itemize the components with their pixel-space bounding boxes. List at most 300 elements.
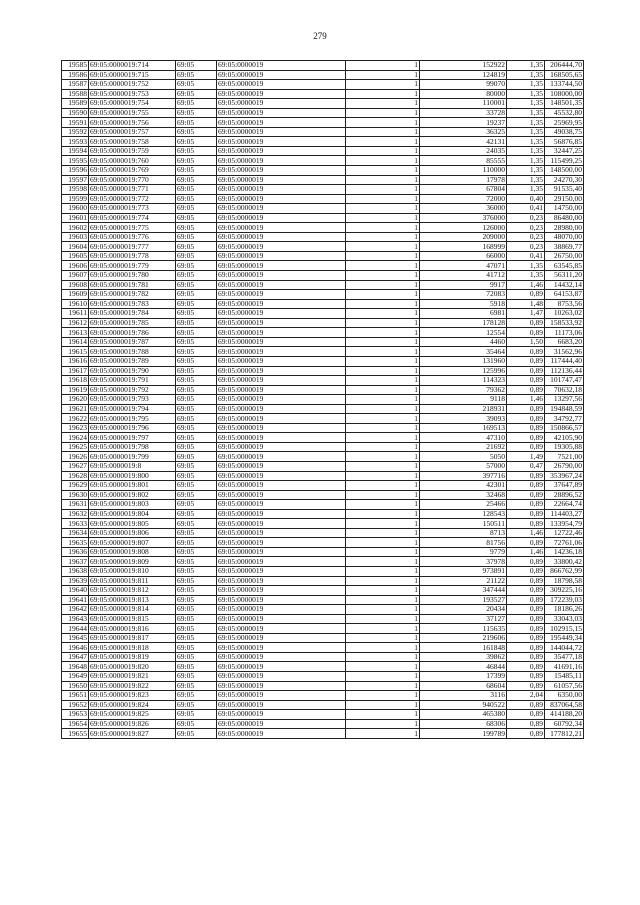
table-row <box>62 643 584 653</box>
table-row <box>62 366 584 376</box>
cadastral-number-cell: 69:05:0000019:756 <box>89 118 176 128</box>
quarter-code-cell: 69:05:0000019 <box>217 605 346 615</box>
table-row <box>62 691 584 701</box>
specific-value-cell: 0,89 <box>507 519 545 529</box>
quarter-code-cell: 69:05:0000019 <box>217 672 346 682</box>
cadastral-number-cell: 69:05:0000019:769 <box>89 166 176 176</box>
cadastral-number-cell: 69:05:0000019:772 <box>89 194 176 204</box>
type-code-cell: 1 <box>346 691 420 701</box>
quarter-code-cell: 69:05:0000019 <box>217 204 346 214</box>
specific-value-cell: 1,35 <box>507 146 545 156</box>
area-cell: 80000 <box>420 89 507 99</box>
table-row <box>62 633 584 643</box>
district-code-cell: 69:05 <box>176 414 217 424</box>
cadastral-number-cell: 69:05:0000019:792 <box>89 385 176 395</box>
cadastral-number-cell: 69:05:0000019:819 <box>89 652 176 662</box>
type-code-cell: 1 <box>346 586 420 596</box>
area-cell: 39862 <box>420 652 507 662</box>
cadastral-number-cell: 69:05:0000019:788 <box>89 347 176 357</box>
area-cell: 4460 <box>420 337 507 347</box>
row-number-cell: 19597 <box>62 175 89 185</box>
cadastral-value-cell: 108000,00 <box>545 89 584 99</box>
quarter-code-cell: 69:05:0000019 <box>217 576 346 586</box>
district-code-cell: 69:05 <box>176 662 217 672</box>
district-code-cell: 69:05 <box>176 566 217 576</box>
row-number-cell: 19630 <box>62 490 89 500</box>
table-row <box>62 251 584 261</box>
row-number-cell: 19617 <box>62 366 89 376</box>
specific-value-cell: 0,89 <box>507 662 545 672</box>
specific-value-cell: 0,89 <box>507 672 545 682</box>
specific-value-cell: 0,41 <box>507 204 545 214</box>
cadastral-number-cell: 69:05:0000019:714 <box>89 61 176 71</box>
district-code-cell: 69:05 <box>176 156 217 166</box>
type-code-cell: 1 <box>346 662 420 672</box>
district-code-cell: 69:05 <box>176 280 217 290</box>
type-code-cell: 1 <box>346 500 420 510</box>
type-code-cell: 1 <box>346 595 420 605</box>
cadastral-value-cell: 34792,77 <box>545 414 584 424</box>
type-code-cell: 1 <box>346 461 420 471</box>
area-cell: 152922 <box>420 61 507 71</box>
type-code-cell: 1 <box>346 185 420 195</box>
district-code-cell: 69:05 <box>176 595 217 605</box>
table-row <box>62 194 584 204</box>
table-row <box>62 280 584 290</box>
table-row <box>62 89 584 99</box>
type-code-cell: 1 <box>346 108 420 118</box>
area-cell: 940522 <box>420 700 507 710</box>
row-number-cell: 19627 <box>62 461 89 471</box>
type-code-cell: 1 <box>346 414 420 424</box>
area-cell: 17399 <box>420 672 507 682</box>
table-row <box>62 662 584 672</box>
district-code-cell: 69:05 <box>176 442 217 452</box>
type-code-cell: 1 <box>346 404 420 414</box>
type-code-cell: 1 <box>346 223 420 233</box>
cadastral-value-cell: 14432,14 <box>545 280 584 290</box>
cadastral-value-cell: 33043,03 <box>545 614 584 624</box>
row-number-cell: 19618 <box>62 376 89 386</box>
specific-value-cell: 1,35 <box>507 80 545 90</box>
table-row <box>62 538 584 548</box>
area-cell: 6981 <box>420 309 507 319</box>
row-number-cell: 19640 <box>62 586 89 596</box>
cadastral-value-cell: 7521,00 <box>545 452 584 462</box>
quarter-code-cell: 69:05:0000019 <box>217 652 346 662</box>
district-code-cell: 69:05 <box>176 395 217 405</box>
area-cell: 20434 <box>420 605 507 615</box>
table-row <box>62 309 584 319</box>
quarter-code-cell: 69:05:0000019 <box>217 251 346 261</box>
quarter-code-cell: 69:05:0000019 <box>217 347 346 357</box>
quarter-code-cell: 69:05:0000019 <box>217 194 346 204</box>
type-code-cell: 1 <box>346 652 420 662</box>
row-number-cell: 19623 <box>62 423 89 433</box>
cadastral-number-cell: 69:05:0000019:811 <box>89 576 176 586</box>
district-code-cell: 69:05 <box>176 404 217 414</box>
specific-value-cell: 0,89 <box>507 318 545 328</box>
cadastral-number-cell: 69:05:0000019:778 <box>89 251 176 261</box>
cadastral-value-cell: 10263,02 <box>545 309 584 319</box>
table-row <box>62 681 584 691</box>
specific-value-cell: 0,89 <box>507 605 545 615</box>
quarter-code-cell: 69:05:0000019 <box>217 385 346 395</box>
table-row <box>62 433 584 443</box>
row-number-cell: 19594 <box>62 146 89 156</box>
type-code-cell: 1 <box>346 376 420 386</box>
cadastral-number-cell: 69:05:0000019:784 <box>89 309 176 319</box>
row-number-cell: 19634 <box>62 528 89 538</box>
cadastral-number-cell: 69:05:0000019:781 <box>89 280 176 290</box>
table-row <box>62 557 584 567</box>
row-number-cell: 19606 <box>62 261 89 271</box>
type-code-cell: 1 <box>346 452 420 462</box>
district-code-cell: 69:05 <box>176 194 217 204</box>
specific-value-cell: 1,35 <box>507 137 545 147</box>
row-number-cell: 19588 <box>62 89 89 99</box>
row-number-cell: 19650 <box>62 681 89 691</box>
district-code-cell: 69:05 <box>176 423 217 433</box>
cadastral-value-cell: 72761,06 <box>545 538 584 548</box>
district-code-cell: 69:05 <box>176 356 217 366</box>
cadastral-number-cell: 69:05:0000019:800 <box>89 471 176 481</box>
district-code-cell: 69:05 <box>176 80 217 90</box>
cadastral-value-cell: 31562,96 <box>545 347 584 357</box>
specific-value-cell: 1,35 <box>507 271 545 281</box>
area-cell: 42131 <box>420 137 507 147</box>
cadastral-number-cell: 69:05:0000019:758 <box>89 137 176 147</box>
type-code-cell: 1 <box>346 423 420 433</box>
cadastral-number-cell: 69:05:0000019:816 <box>89 624 176 634</box>
cadastral-number-cell: 69:05:0000019:782 <box>89 290 176 300</box>
cadastral-value-cell: 91535,40 <box>545 185 584 195</box>
type-code-cell: 1 <box>346 337 420 347</box>
type-code-cell: 1 <box>346 519 420 529</box>
cadastral-value-cell: 168505,65 <box>545 70 584 80</box>
table-row <box>62 271 584 281</box>
row-number-cell: 19645 <box>62 633 89 643</box>
cadastral-number-cell: 69:05:0000019:759 <box>89 146 176 156</box>
area-cell: 125996 <box>420 366 507 376</box>
cadastral-value-cell: 114403,27 <box>545 509 584 519</box>
row-number-cell: 19644 <box>62 624 89 634</box>
cadastral-number-cell: 69:05:0000019:753 <box>89 89 176 99</box>
cadastral-number-cell: 69:05:0000019:812 <box>89 586 176 596</box>
row-number-cell: 19590 <box>62 108 89 118</box>
type-code-cell: 1 <box>346 700 420 710</box>
area-cell: 36325 <box>420 127 507 137</box>
table-row <box>62 118 584 128</box>
cadastral-number-cell: 69:05:0000019:715 <box>89 70 176 80</box>
table-row <box>62 595 584 605</box>
table-row <box>62 166 584 176</box>
row-number-cell: 19622 <box>62 414 89 424</box>
cadastral-number-cell: 69:05:0000019:815 <box>89 614 176 624</box>
district-code-cell: 69:05 <box>176 691 217 701</box>
quarter-code-cell: 69:05:0000019 <box>217 80 346 90</box>
specific-value-cell: 0,89 <box>507 643 545 653</box>
area-cell: 85555 <box>420 156 507 166</box>
quarter-code-cell: 69:05:0000019 <box>217 127 346 137</box>
cadastral-number-cell: 69:05:0000019:776 <box>89 232 176 242</box>
specific-value-cell: 0,89 <box>507 356 545 366</box>
cadastral-number-cell: 69:05:0000019:806 <box>89 528 176 538</box>
cadastral-value-cell: 56311,20 <box>545 271 584 281</box>
district-code-cell: 69:05 <box>176 643 217 653</box>
quarter-code-cell: 69:05:0000019 <box>217 423 346 433</box>
cadastral-number-cell: 69:05:0000019:793 <box>89 395 176 405</box>
row-number-cell: 19625 <box>62 442 89 452</box>
district-code-cell: 69:05 <box>176 433 217 443</box>
quarter-code-cell: 69:05:0000019 <box>217 442 346 452</box>
area-cell: 973891 <box>420 566 507 576</box>
quarter-code-cell: 69:05:0000019 <box>217 643 346 653</box>
area-cell: 99070 <box>420 80 507 90</box>
quarter-code-cell: 69:05:0000019 <box>217 538 346 548</box>
type-code-cell: 1 <box>346 509 420 519</box>
cadastral-number-cell: 69:05:0000019:822 <box>89 681 176 691</box>
cadastral-value-cell: 28980,00 <box>545 223 584 233</box>
cadastral-value-cell: 414188,20 <box>545 710 584 720</box>
table-row <box>62 605 584 615</box>
quarter-code-cell: 69:05:0000019 <box>217 175 346 185</box>
table-row <box>62 299 584 309</box>
quarter-code-cell: 69:05:0000019 <box>217 70 346 80</box>
type-code-cell: 1 <box>346 146 420 156</box>
table-row <box>62 652 584 662</box>
area-cell: 219606 <box>420 633 507 643</box>
quarter-code-cell: 69:05:0000019 <box>217 414 346 424</box>
specific-value-cell: 0,89 <box>507 576 545 586</box>
cadastral-number-cell: 69:05:0000019:771 <box>89 185 176 195</box>
area-cell: 33728 <box>420 108 507 118</box>
quarter-code-cell: 69:05:0000019 <box>217 242 346 252</box>
quarter-code-cell: 69:05:0000019 <box>217 108 346 118</box>
district-code-cell: 69:05 <box>176 99 217 109</box>
quarter-code-cell: 69:05:0000019 <box>217 624 346 634</box>
cadastral-value-cell: 133954,79 <box>545 519 584 529</box>
quarter-code-cell: 69:05:0000019 <box>217 700 346 710</box>
table-row <box>62 528 584 538</box>
quarter-code-cell: 69:05:0000019 <box>217 433 346 443</box>
area-cell: 35464 <box>420 347 507 357</box>
table-row <box>62 261 584 271</box>
district-code-cell: 69:05 <box>176 204 217 214</box>
cadastral-value-cell: 22664,74 <box>545 500 584 510</box>
cadastral-value-cell: 13297,56 <box>545 395 584 405</box>
cadastral-value-cell: 18186,26 <box>545 605 584 615</box>
type-code-cell: 1 <box>346 681 420 691</box>
area-cell: 218931 <box>420 404 507 414</box>
district-code-cell: 69:05 <box>176 337 217 347</box>
district-code-cell: 69:05 <box>176 185 217 195</box>
specific-value-cell: 0,89 <box>507 404 545 414</box>
specific-value-cell: 0,40 <box>507 194 545 204</box>
cadastral-number-cell: 69:05:0000019:789 <box>89 356 176 366</box>
table-row <box>62 490 584 500</box>
table-row <box>62 376 584 386</box>
area-cell: 110001 <box>420 99 507 109</box>
table-row <box>62 337 584 347</box>
type-code-cell: 1 <box>346 61 420 71</box>
district-code-cell: 69:05 <box>176 127 217 137</box>
specific-value-cell: 0,89 <box>507 433 545 443</box>
cadastral-number-cell: 69:05:0000019:825 <box>89 710 176 720</box>
specific-value-cell: 0,89 <box>507 366 545 376</box>
table-row <box>62 414 584 424</box>
area-cell: 9779 <box>420 547 507 557</box>
row-number-cell: 19626 <box>62 452 89 462</box>
quarter-code-cell: 69:05:0000019 <box>217 261 346 271</box>
cadastral-value-cell: 64153,87 <box>545 290 584 300</box>
area-cell: 19237 <box>420 118 507 128</box>
cadastral-number-cell: 69:05:0000019:795 <box>89 414 176 424</box>
row-number-cell: 19585 <box>62 61 89 71</box>
cadastral-number-cell: 69:05:0000019:760 <box>89 156 176 166</box>
cadastral-number-cell: 69:05:0000019:799 <box>89 452 176 462</box>
specific-value-cell: 0,89 <box>507 557 545 567</box>
specific-value-cell: 0,23 <box>507 213 545 223</box>
cadastral-number-cell: 69:05:0000019:803 <box>89 500 176 510</box>
cadastral-value-cell: 150866,57 <box>545 423 584 433</box>
district-code-cell: 69:05 <box>176 118 217 128</box>
specific-value-cell: 0,89 <box>507 566 545 576</box>
table-row <box>62 719 584 729</box>
area-cell: 128543 <box>420 509 507 519</box>
specific-value-cell: 1,50 <box>507 337 545 347</box>
district-code-cell: 69:05 <box>176 299 217 309</box>
type-code-cell: 1 <box>346 729 420 739</box>
district-code-cell: 69:05 <box>176 519 217 529</box>
quarter-code-cell: 69:05:0000019 <box>217 318 346 328</box>
cadastral-number-cell: 69:05:0000019:794 <box>89 404 176 414</box>
cadastral-value-cell: 38869,77 <box>545 242 584 252</box>
specific-value-cell: 1,35 <box>507 156 545 166</box>
type-code-cell: 1 <box>346 280 420 290</box>
row-number-cell: 19599 <box>62 194 89 204</box>
district-code-cell: 69:05 <box>176 347 217 357</box>
row-number-cell: 19639 <box>62 576 89 586</box>
specific-value-cell: 0,89 <box>507 423 545 433</box>
area-cell: 12554 <box>420 328 507 338</box>
district-code-cell: 69:05 <box>176 61 217 71</box>
district-code-cell: 69:05 <box>176 509 217 519</box>
specific-value-cell: 0,89 <box>507 385 545 395</box>
page-number: 279 <box>313 31 327 41</box>
type-code-cell: 1 <box>346 442 420 452</box>
row-number-cell: 19628 <box>62 471 89 481</box>
table-row <box>62 99 584 109</box>
specific-value-cell: 0,89 <box>507 347 545 357</box>
type-code-cell: 1 <box>346 175 420 185</box>
area-cell: 57000 <box>420 461 507 471</box>
cadastral-number-cell: 69:05:0000019:804 <box>89 509 176 519</box>
type-code-cell: 1 <box>346 137 420 147</box>
row-number-cell: 19620 <box>62 395 89 405</box>
row-number-cell: 19616 <box>62 356 89 366</box>
district-code-cell: 69:05 <box>176 461 217 471</box>
type-code-cell: 1 <box>346 251 420 261</box>
area-cell: 347444 <box>420 586 507 596</box>
specific-value-cell: 0,89 <box>507 624 545 634</box>
row-number-cell: 19638 <box>62 566 89 576</box>
area-cell: 169513 <box>420 423 507 433</box>
row-number-cell: 19655 <box>62 729 89 739</box>
specific-value-cell: 0,89 <box>507 595 545 605</box>
area-cell: 168999 <box>420 242 507 252</box>
quarter-code-cell: 69:05:0000019 <box>217 595 346 605</box>
area-cell: 41712 <box>420 271 507 281</box>
quarter-code-cell: 69:05:0000019 <box>217 719 346 729</box>
cadastral-value-cell: 195449,34 <box>545 633 584 643</box>
cadastral-number-cell: 69:05:0000019:777 <box>89 242 176 252</box>
cadastral-value-cell: 25969,95 <box>545 118 584 128</box>
cadastral-value-cell: 86480,00 <box>545 213 584 223</box>
cadastral-number-cell: 69:05:0000019:779 <box>89 261 176 271</box>
specific-value-cell: 1,35 <box>507 261 545 271</box>
specific-value-cell: 0,89 <box>507 509 545 519</box>
cadastral-value-cell: 194848,59 <box>545 404 584 414</box>
table-row <box>62 576 584 586</box>
specific-value-cell: 1,35 <box>507 118 545 128</box>
type-code-cell: 1 <box>346 99 420 109</box>
specific-value-cell: 1,35 <box>507 61 545 71</box>
row-number-cell: 19633 <box>62 519 89 529</box>
cadastral-value-cell: 117444,40 <box>545 356 584 366</box>
row-number-cell: 19646 <box>62 643 89 653</box>
cadastral-number-cell: 69:05:0000019:780 <box>89 271 176 281</box>
type-code-cell: 1 <box>346 89 420 99</box>
cadastral-value-cell: 70632,18 <box>545 385 584 395</box>
area-cell: 68604 <box>420 681 507 691</box>
quarter-code-cell: 69:05:0000019 <box>217 614 346 624</box>
area-cell: 47071 <box>420 261 507 271</box>
table-row <box>62 290 584 300</box>
table-row <box>62 710 584 720</box>
area-cell: 199789 <box>420 729 507 739</box>
cadastral-number-cell: 69:05:0000019:785 <box>89 318 176 328</box>
type-code-cell: 1 <box>346 614 420 624</box>
specific-value-cell: 0,89 <box>507 729 545 739</box>
type-code-cell: 1 <box>346 710 420 720</box>
district-code-cell: 69:05 <box>176 223 217 233</box>
type-code-cell: 1 <box>346 605 420 615</box>
district-code-cell: 69:05 <box>176 471 217 481</box>
table-row <box>62 204 584 214</box>
cadastral-number-cell: 69:05:0000019:809 <box>89 557 176 567</box>
table-row <box>62 586 584 596</box>
specific-value-cell: 1,35 <box>507 185 545 195</box>
area-cell: 21122 <box>420 576 507 586</box>
area-cell: 124819 <box>420 70 507 80</box>
quarter-code-cell: 69:05:0000019 <box>217 528 346 538</box>
district-code-cell: 69:05 <box>176 261 217 271</box>
area-cell: 47310 <box>420 433 507 443</box>
quarter-code-cell: 69:05:0000019 <box>217 280 346 290</box>
district-code-cell: 69:05 <box>176 70 217 80</box>
district-code-cell: 69:05 <box>176 108 217 118</box>
cadastral-value-cell: 14750,00 <box>545 204 584 214</box>
cadastral-value-cell: 837064,58 <box>545 700 584 710</box>
type-code-cell: 1 <box>346 232 420 242</box>
district-code-cell: 69:05 <box>176 652 217 662</box>
specific-value-cell: 1,35 <box>507 108 545 118</box>
area-cell: 39093 <box>420 414 507 424</box>
specific-value-cell: 0,89 <box>507 442 545 452</box>
district-code-cell: 69:05 <box>176 719 217 729</box>
type-code-cell: 1 <box>346 213 420 223</box>
